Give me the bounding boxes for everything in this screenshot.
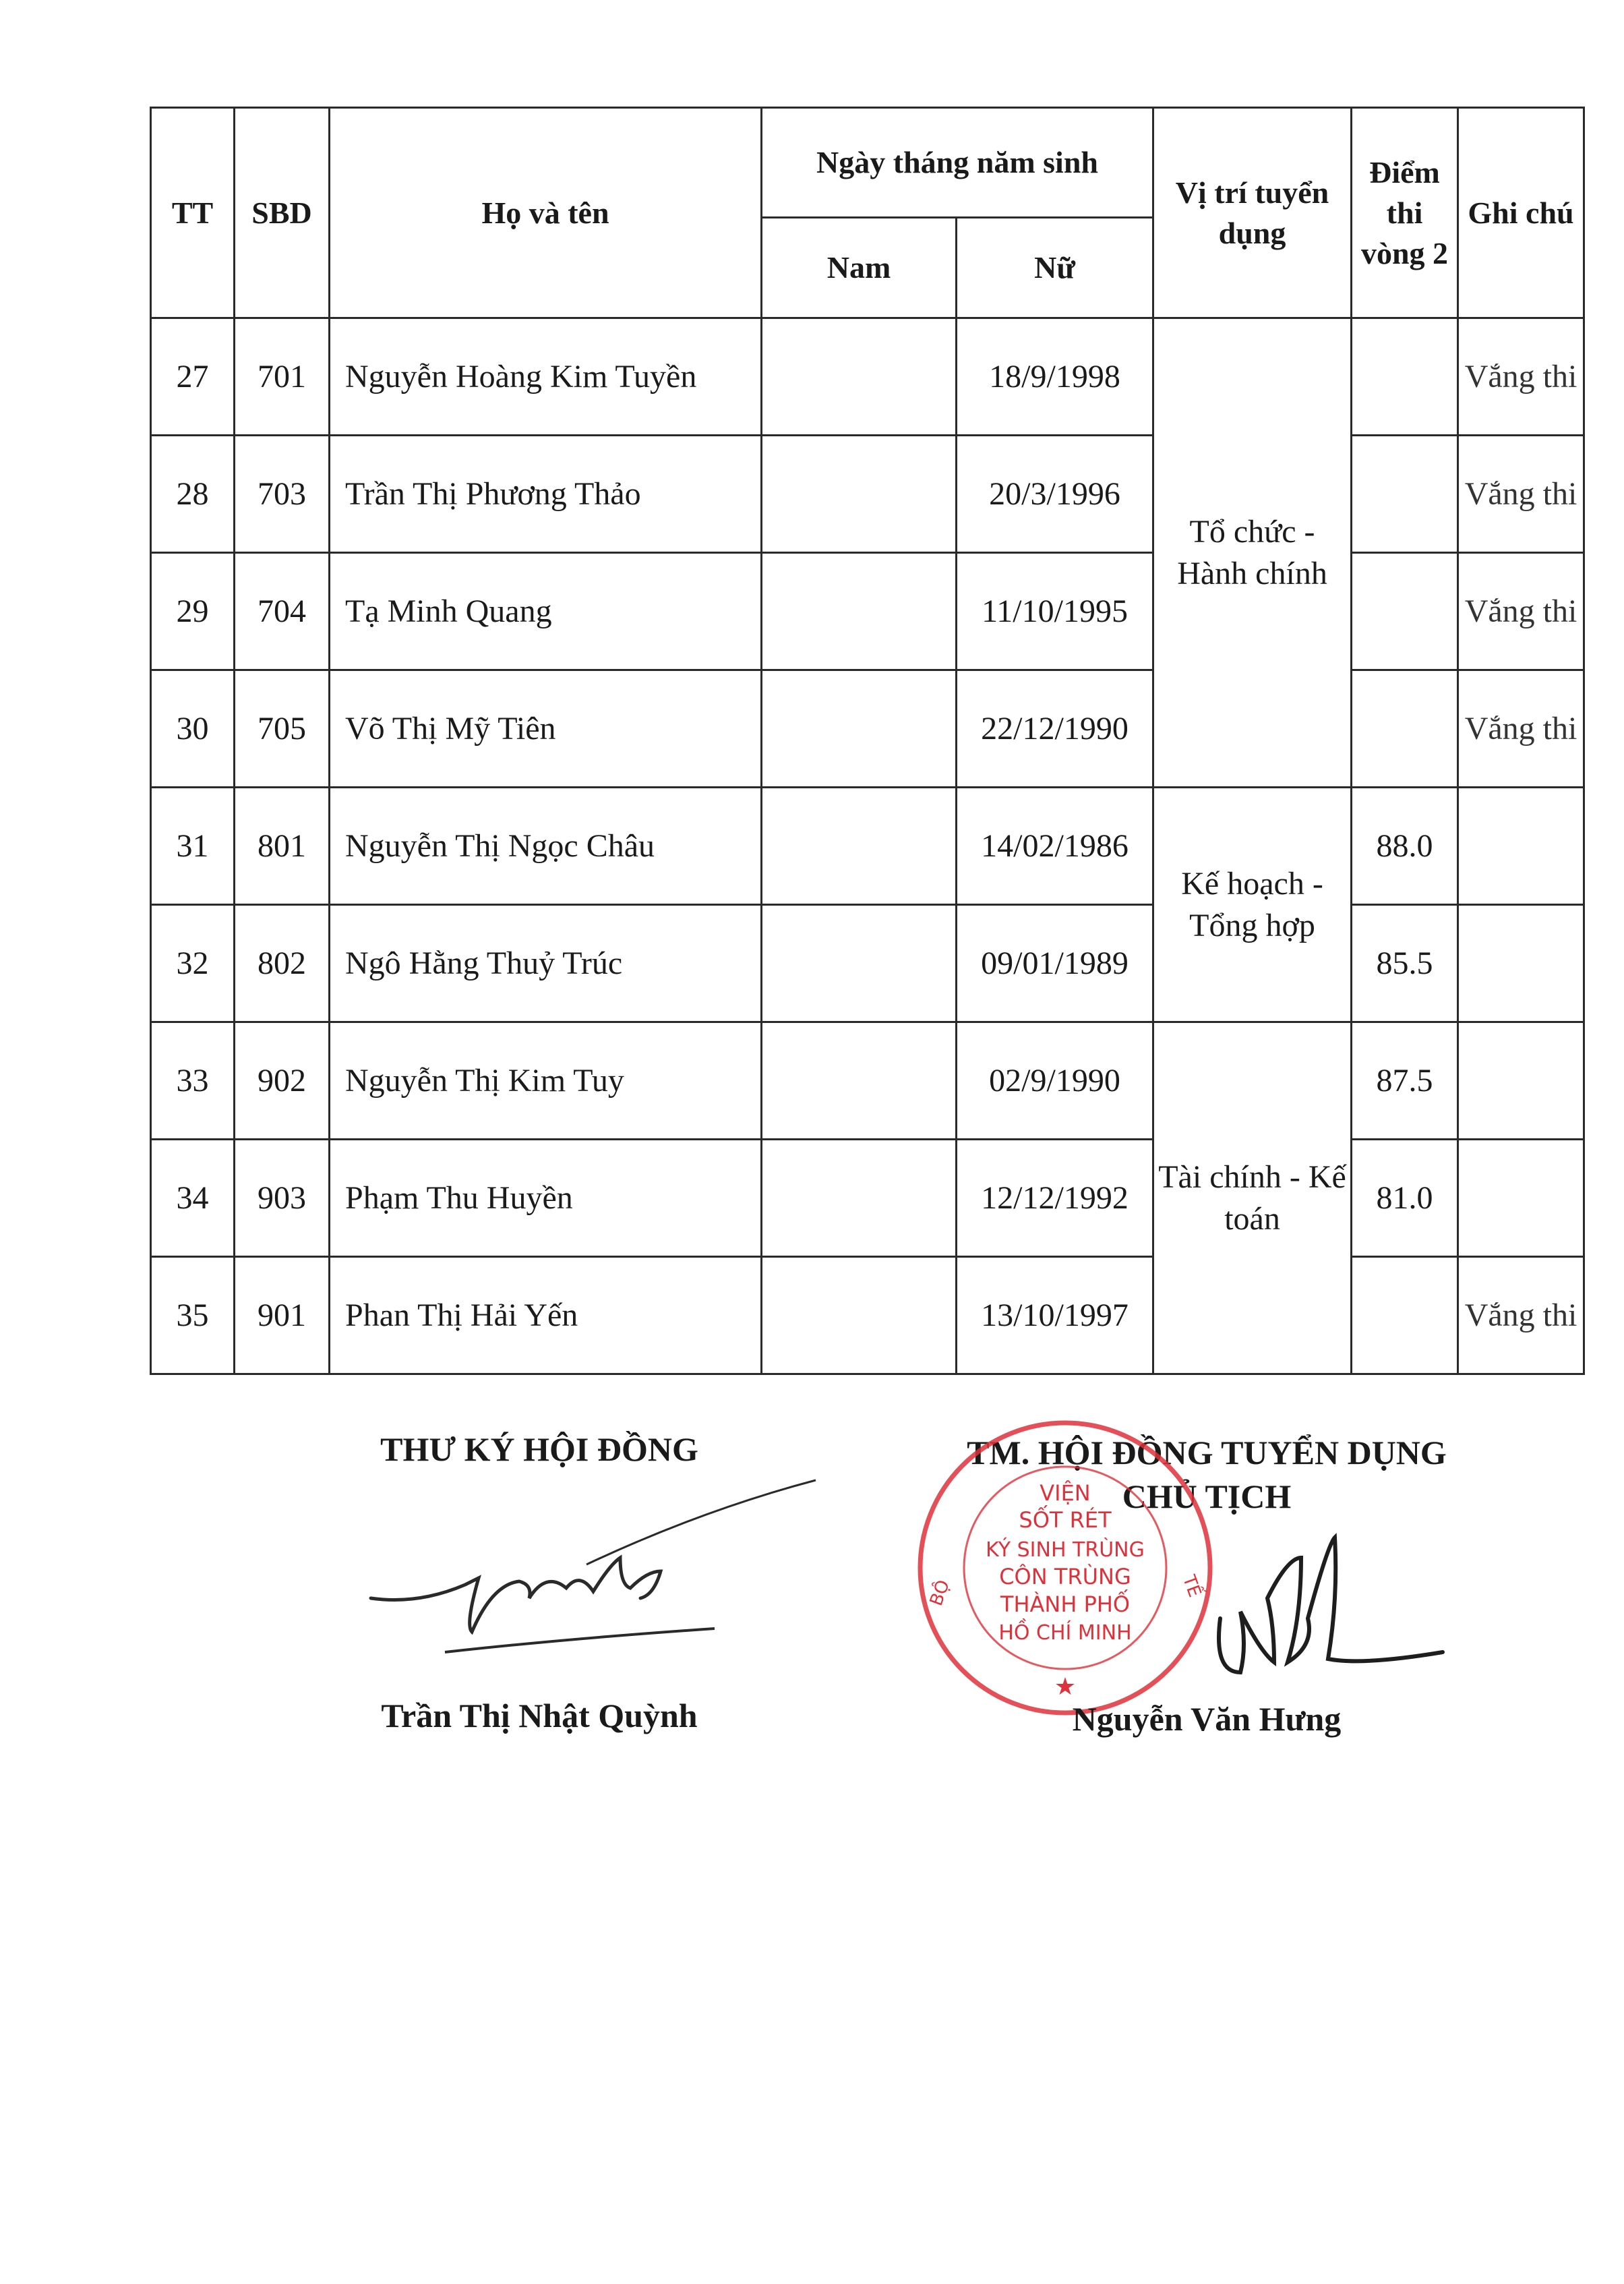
official-seal	[910, 1413, 1220, 1723]
cell-male	[762, 1022, 957, 1140]
chairman-name: Nguyễn Văn Hưng	[1072, 1700, 1342, 1738]
cell-male	[762, 436, 957, 553]
cell-male	[762, 670, 957, 788]
cell-tt: 30	[151, 670, 235, 788]
seal-text: KÝ SINH TRÙNG	[986, 1538, 1145, 1562]
seal-text: THÀNH PHỐ	[1000, 1591, 1131, 1617]
cell-position: Kế hoạch - Tổng hợp	[1153, 788, 1352, 1022]
cell-female: 12/12/1992	[957, 1140, 1153, 1257]
cell-note: Vắng thi	[1458, 436, 1584, 553]
chairman-signature	[1200, 1517, 1456, 1686]
header-female: Nữ	[957, 218, 1153, 318]
header-tt: TT	[151, 108, 235, 318]
chairman-title: CHỦ TỊCH	[1122, 1477, 1292, 1515]
cell-name: Phan Thị Hải Yến	[330, 1257, 762, 1374]
cell-tt: 31	[151, 788, 235, 905]
cell-score	[1352, 553, 1458, 670]
cell-score	[1352, 670, 1458, 788]
header-position: Vị trí tuyển dụng	[1153, 108, 1352, 318]
cell-note: Vắng thi	[1458, 553, 1584, 670]
cell-name: Ngô Hằng Thuỷ Trúc	[330, 905, 762, 1022]
cell-note: Vắng thi	[1458, 318, 1584, 436]
cell-tt: 33	[151, 1022, 235, 1140]
seal-text: CÔN TRÙNG	[999, 1564, 1131, 1589]
cell-position: Tổ chức - Hành chính	[1153, 318, 1352, 788]
cell-sbd: 802	[235, 905, 330, 1022]
seal-text: VIỆN	[1040, 1480, 1091, 1506]
cell-note	[1458, 788, 1584, 905]
cell-score: 81.0	[1352, 1140, 1458, 1257]
cell-tt: 35	[151, 1257, 235, 1374]
cell-male	[762, 788, 957, 905]
cell-name: Nguyễn Hoàng Kim Tuyền	[330, 318, 762, 436]
cell-score	[1352, 1257, 1458, 1374]
secretary-title: THƯ KÝ HỘI ĐỒNG	[380, 1430, 698, 1468]
cell-tt: 27	[151, 318, 235, 436]
seal-text: TẾ	[1178, 1572, 1205, 1600]
seal-star-icon: ★	[1054, 1673, 1077, 1701]
cell-name: Võ Thị Mỹ Tiên	[330, 670, 762, 788]
cell-female: 22/12/1990	[957, 670, 1153, 788]
cell-female: 14/02/1986	[957, 788, 1153, 905]
header-name: Họ và tên	[330, 108, 762, 318]
cell-note: Vắng thi	[1458, 1257, 1584, 1374]
cell-sbd: 903	[235, 1140, 330, 1257]
cell-note	[1458, 1140, 1584, 1257]
cell-tt: 28	[151, 436, 235, 553]
cell-male	[762, 553, 957, 670]
cell-tt: 32	[151, 905, 235, 1022]
header-score: Điểm thi vòng 2	[1352, 108, 1458, 318]
table-row	[151, 436, 1584, 553]
secretary-name: Trần Thị Nhật Quỳnh	[381, 1697, 698, 1734]
cell-note	[1458, 1022, 1584, 1140]
cell-score: 87.5	[1352, 1022, 1458, 1140]
seal-text: BỘ	[926, 1577, 955, 1609]
cell-score	[1352, 318, 1458, 436]
cell-female: 20/3/1996	[957, 436, 1153, 553]
cell-sbd: 902	[235, 1022, 330, 1140]
cell-position: Tài chính - Kế toán	[1153, 1022, 1352, 1374]
seal-text: SỐT RÉT	[1019, 1507, 1112, 1533]
cell-score: 88.0	[1352, 788, 1458, 905]
cell-female: 02/9/1990	[957, 1022, 1153, 1140]
cell-name: Nguyễn Thị Ngọc Châu	[330, 788, 762, 905]
cell-sbd: 704	[235, 553, 330, 670]
table-row	[151, 788, 1584, 905]
table-row	[151, 318, 1584, 436]
cell-sbd: 703	[235, 436, 330, 553]
cell-sbd: 801	[235, 788, 330, 905]
table-row	[151, 1022, 1584, 1140]
table-row	[151, 553, 1584, 670]
cell-name: Nguyễn Thị Kim Tuy	[330, 1022, 762, 1140]
council-title: TM. HỘI ĐỒNG TUYỂN DỤNG	[967, 1434, 1447, 1471]
cell-female: 13/10/1997	[957, 1257, 1153, 1374]
cell-tt: 34	[151, 1140, 235, 1257]
cell-name: Phạm Thu Huyền	[330, 1140, 762, 1257]
header-sbd: SBD	[235, 108, 330, 318]
cell-male	[762, 318, 957, 436]
cell-sbd: 705	[235, 670, 330, 788]
cell-tt: 29	[151, 553, 235, 670]
cell-score: 85.5	[1352, 905, 1458, 1022]
cell-sbd: 901	[235, 1257, 330, 1374]
cell-female: 09/01/1989	[957, 905, 1153, 1022]
cell-note: Vắng thi	[1458, 670, 1584, 788]
seal-text: HỒ CHÍ MINH	[998, 1621, 1132, 1645]
cell-name: Trần Thị Phương Thảo	[330, 436, 762, 553]
header-dob: Ngày tháng năm sinh	[762, 108, 1153, 218]
table-row	[151, 1140, 1584, 1257]
cell-female: 11/10/1995	[957, 553, 1153, 670]
header-male: Nam	[762, 218, 957, 318]
cell-female: 18/9/1998	[957, 318, 1153, 436]
cell-name: Tạ Minh Quang	[330, 553, 762, 670]
table-row	[151, 1257, 1584, 1374]
cell-score	[1352, 436, 1458, 553]
cell-male	[762, 905, 957, 1022]
cell-male	[762, 1140, 957, 1257]
cell-sbd: 701	[235, 318, 330, 436]
cell-male	[762, 1257, 957, 1374]
header-note: Ghi chú	[1458, 108, 1584, 318]
table-row	[151, 670, 1584, 788]
table-row	[151, 905, 1584, 1022]
cell-note	[1458, 905, 1584, 1022]
results-table	[150, 107, 1585, 1375]
secretary-signature	[364, 1470, 836, 1672]
